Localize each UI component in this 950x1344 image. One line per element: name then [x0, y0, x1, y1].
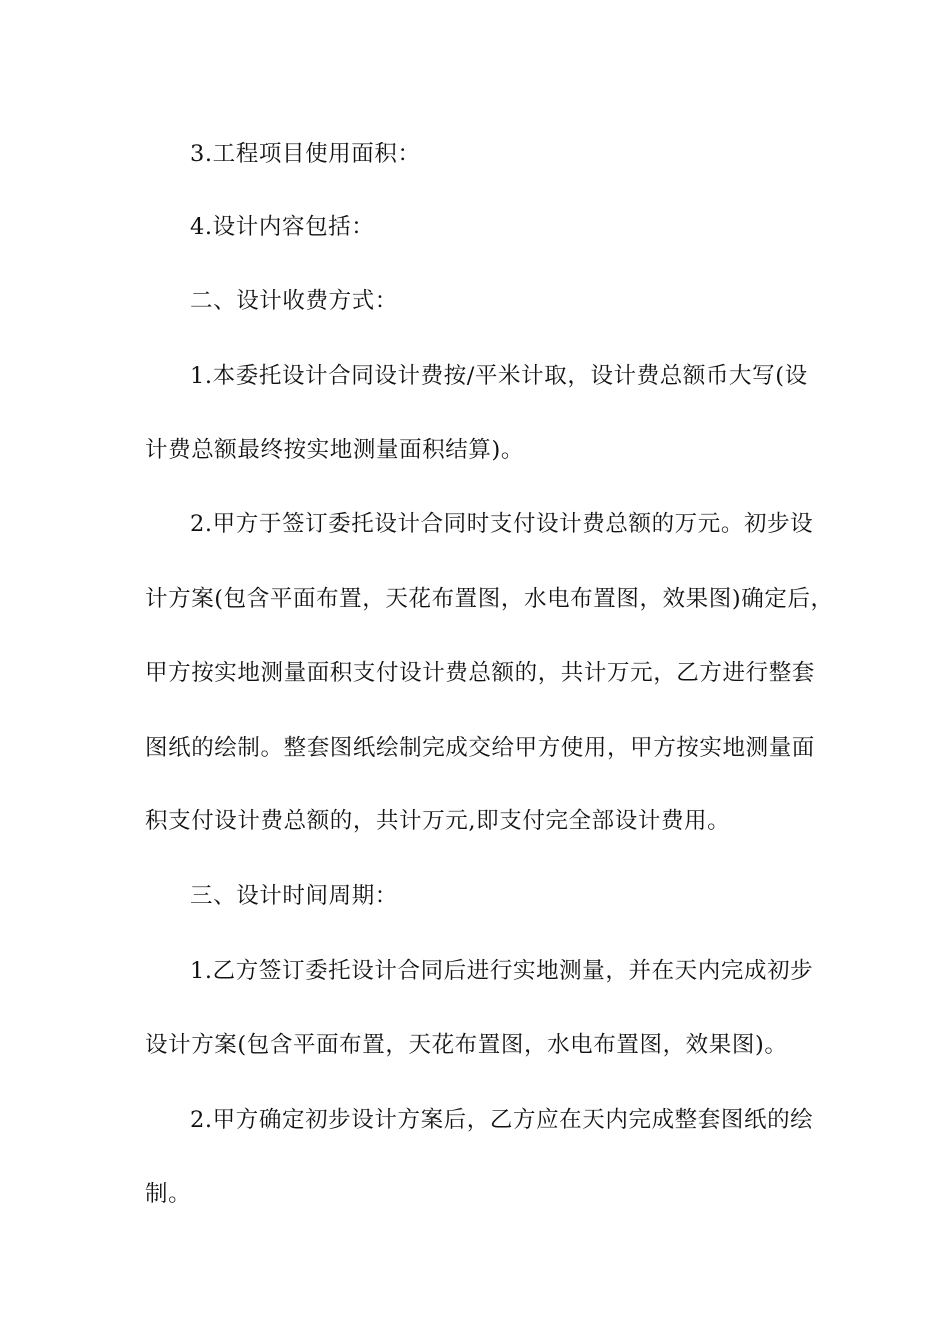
- text-line: 图纸的绘制。整套图纸绘制完成交给甲方使用，甲方按实地测量面: [145, 735, 815, 761]
- text-line: 计费总额最终按实地测量面积结算)。: [145, 437, 524, 463]
- section-heading: 三、设计时间周期：: [190, 883, 398, 909]
- text-line: 2.甲方于签订委托设计合同时支付设计费总额的万元。初步设: [190, 511, 814, 537]
- text-line: 甲方按实地测量面积支付设计费总额的，共计万元，乙方进行整套: [145, 660, 815, 686]
- text-line: 3.工程项目使用面积：: [190, 141, 421, 167]
- text-line: 4.设计内容包括：: [190, 214, 375, 240]
- text-line: 计方案(包含平面布置，天花布置图，水电布置图，效果图)确定后，: [145, 586, 834, 612]
- text-line: 1.乙方签订委托设计合同后进行实地测量，并在天内完成初步: [190, 958, 814, 984]
- section-heading: 二、设计收费方式：: [190, 288, 398, 314]
- text-line: 设计方案(包含平面布置，天花布置图，水电布置图，效果图)。: [145, 1032, 788, 1058]
- text-line: 制。: [145, 1181, 192, 1207]
- text-line: 1.本委托设计合同设计费按/平米计取，设计费总额币大写(设: [190, 363, 808, 389]
- text-line: 积支付设计费总额的，共计万元,即支付完全部设计费用。: [145, 808, 731, 834]
- text-line: 2.甲方确定初步设计方案后，乙方应在天内完成整套图纸的绘: [190, 1107, 814, 1133]
